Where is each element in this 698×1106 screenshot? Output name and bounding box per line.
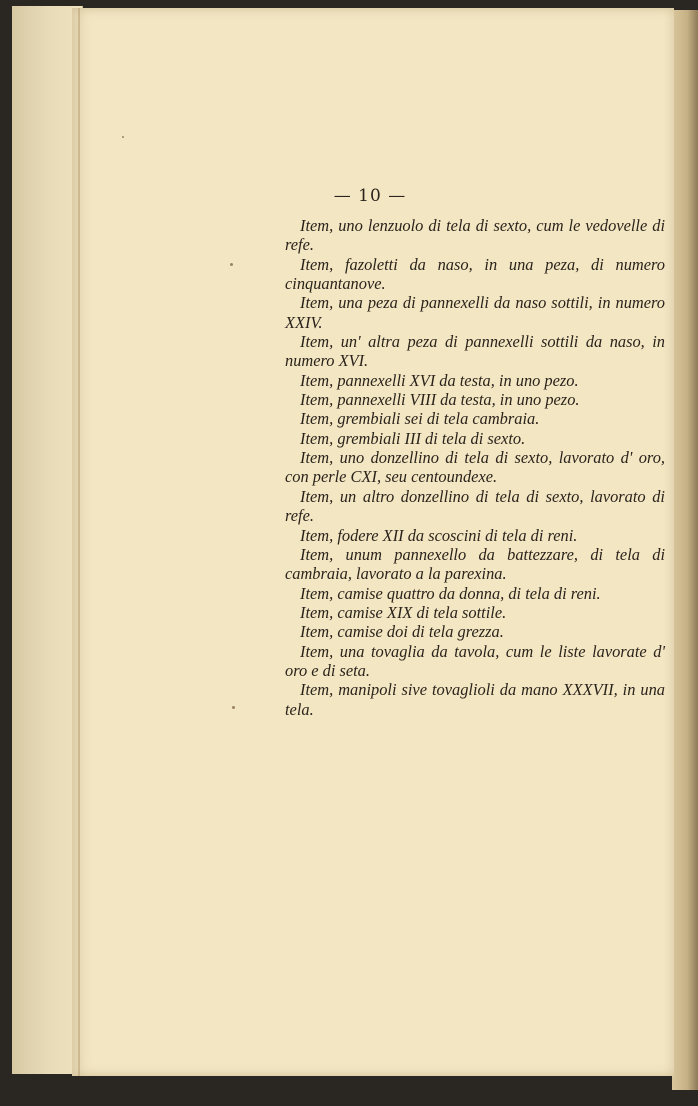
page-fold — [78, 8, 80, 1076]
inventory-entry: Item, un' altra peza di pannexelli sottili da naso, in numero XVI. — [285, 332, 665, 371]
page-number: — 10 — — [333, 186, 407, 206]
inventory-entry: Item, camise doi di tela grezza. — [300, 622, 504, 642]
inventory-entry: Item, grembiali III di tela di sexto. — [300, 428, 526, 448]
inventory-entry: Item, fazoletti da naso, in una peza, di numero cinquantanove. — [285, 254, 665, 294]
inventory-entry: Item, pannexelli VIII da testa, in uno pezo. — [300, 390, 580, 410]
inventory-entry: Item, unum pannexello da battezzare, di tela di cambraia, lavorato a la parexina. — [285, 544, 665, 584]
paper-speck — [122, 136, 124, 138]
inventory-entry: Item, camise quattro da donna, di tela di reni. — [300, 583, 601, 603]
inventory-entry: Item, una peza di pannexelli da naso sottili, in numero XXIV. — [285, 293, 665, 332]
inventory-entry: Item, camise XIX di tela sottile. — [300, 602, 507, 622]
inventory-entry: Item, grembiali sei di tela cambraia. — [300, 409, 540, 429]
inventory-entry: Item, un altro donzellino di tela di sexto, lavorato di refe. — [285, 486, 665, 526]
inventory-text — [285, 216, 665, 719]
inventory-entry: Item, uno lenzuolo di tela di sexto, cum le vedovelle di refe. — [285, 216, 665, 255]
inventory-entry: Item, pannexelli XVI da testa, in uno pezo. — [300, 370, 579, 390]
inventory-entry: Item, una tovaglia da tavola, cum le liste lavorate d' oro e di seta. — [285, 641, 665, 680]
inventory-entry: Item, manipoli sive tovaglioli da mano XXXVII, in una tela. — [285, 680, 665, 719]
paper-speck — [230, 263, 233, 266]
right-page-edge — [672, 10, 698, 1090]
paper-speck — [232, 706, 235, 709]
inventory-entry: Item, fodere XII da scoscini di tela di reni. — [300, 525, 578, 545]
inventory-entry: Item, uno donzellino di tela di sexto, lavorato d' oro, con perle CXI, seu centoundexe. — [285, 448, 665, 487]
book-page — [72, 8, 674, 1076]
